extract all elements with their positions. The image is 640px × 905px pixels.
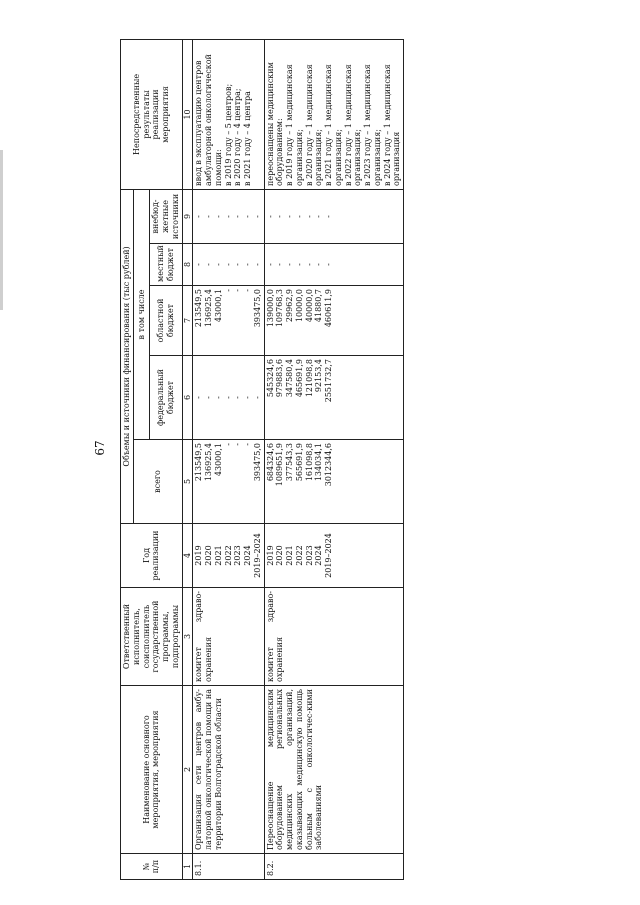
table-row bbox=[264, 39, 404, 879]
row-responsible: комитет здраво-охранения bbox=[193, 588, 264, 686]
col-number: 9 bbox=[182, 189, 193, 243]
col-number: 7 bbox=[182, 286, 193, 356]
row-total: 684324,6 1089651,9 377543,3 565691,9 161098,8 134034,1 3012344,6 bbox=[264, 440, 404, 524]
header-results: Непосредственные результаты реализации мероприятия bbox=[121, 39, 183, 189]
header-including: в том числе bbox=[133, 189, 150, 439]
col-number: 5 bbox=[182, 440, 193, 524]
row-local: - - - - - - - bbox=[264, 244, 404, 286]
row-name: Переоснащение медицинским оборудованием региональных медицинских организаций, оказывающих медицинскую помощь больным с онкологичес-кими заболеваниями bbox=[264, 686, 404, 854]
col-number: 6 bbox=[182, 356, 193, 440]
header-federal: федеральный бюджет bbox=[150, 356, 182, 440]
col-number: 8 bbox=[182, 244, 193, 286]
row-years: 2019 2020 2021 2022 2023 2024 2019–2024 bbox=[193, 524, 264, 588]
header-local: местный бюджет bbox=[150, 244, 182, 286]
header-responsible: Ответственный исполнитель, соисполнитель государственной программы, подпрограммы bbox=[121, 588, 183, 686]
header-funding: Объемы и источники финансирования (тыс рублей) bbox=[121, 189, 134, 523]
page-number: 67 bbox=[93, 440, 107, 456]
header-total: всего bbox=[133, 440, 182, 524]
col-number: 4 bbox=[182, 524, 193, 588]
scan-edge-mark bbox=[0, 150, 3, 310]
row-federal: - - - - - - - bbox=[193, 356, 264, 440]
row-extra: - - - - - - - bbox=[264, 189, 404, 243]
header-extra: внебюд- жетные источники bbox=[150, 189, 182, 243]
row-federal: 545324,6 979883,6 347580,4 465691,9 121098,8 92153,4 2551732,7 bbox=[264, 356, 404, 440]
row-local: - - - - - - - bbox=[193, 244, 264, 286]
row-regional: 213549,5 136925,4 43000,1 - - - 393475,0 bbox=[193, 286, 264, 356]
row-responsible: комитет здраво-охранения bbox=[264, 588, 404, 686]
header-regional: областной бюджет bbox=[150, 286, 182, 356]
row-years: 2019 2020 2021 2022 2023 2024 2019–2024 bbox=[264, 524, 404, 588]
col-number: 1 bbox=[182, 854, 193, 880]
row-total: 213549,5 136925,4 43000,1 - - - 393475,0 bbox=[193, 440, 264, 524]
table-row bbox=[193, 39, 264, 879]
row-results: ввод в эксплуатацию центров амбулаторной онкологической помощи: в 2019 году – 5 центров; в 2020 году – 4 центра; в 2021 году – 4 центра bbox=[193, 39, 264, 189]
header-name: Наименование основного мероприятия, мероприятия bbox=[121, 686, 183, 854]
row-regional: 139000,0 109768,3 29962,9 10000,0 40000,0 41880,7 460611,9 bbox=[264, 286, 404, 356]
column-number-row bbox=[182, 39, 193, 879]
row-num: 8.2. bbox=[264, 854, 404, 880]
rotated-table-container bbox=[120, 40, 580, 880]
row-extra: - - - - - - - bbox=[193, 189, 264, 243]
col-number: 10 bbox=[182, 39, 193, 189]
header-year: Год реализации bbox=[121, 524, 183, 588]
row-num: 8.1. bbox=[193, 854, 264, 880]
header-num: № п/п bbox=[121, 854, 183, 880]
row-name: Организация сети центров амбу-латорной онкологической помощи на территории Волгоградской области bbox=[193, 686, 264, 854]
row-results: переоснащены медицинским оборудованием: в 2019 году – 1 медицинская организация; в 2020 году – 1 медицинская организация; в 2021 году – 1 медицинская организация; в 2022 году – 1 медицинская организация; в 2023 году – 1 медицинская организация; в 2024 году – 1 медицинская организация bbox=[264, 39, 404, 189]
col-number: 2 bbox=[182, 686, 193, 854]
funding-table bbox=[120, 39, 404, 880]
col-number: 3 bbox=[182, 588, 193, 686]
